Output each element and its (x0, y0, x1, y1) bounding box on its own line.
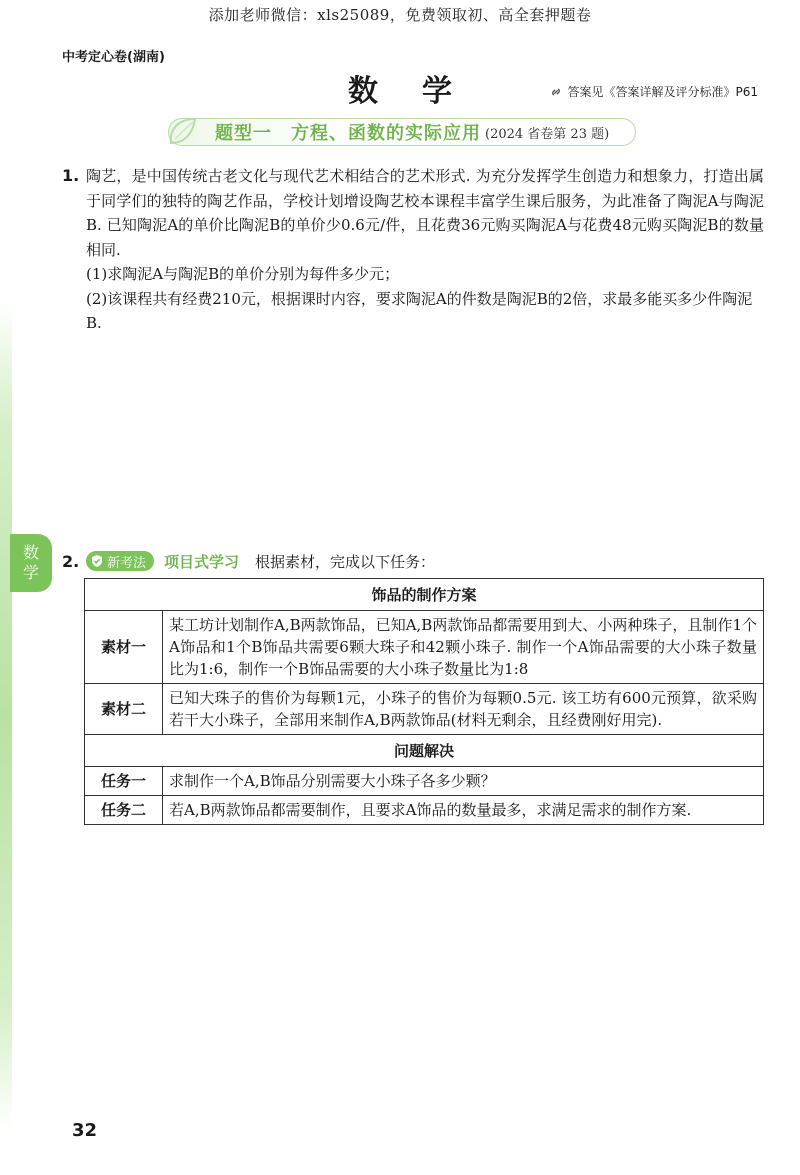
question-intro: 根据素材，完成以下任务： (255, 552, 436, 571)
row-content: 求制作一个A,B饰品分别需要大小珠子各多少颗？ (163, 767, 764, 796)
row-label: 任务一 (85, 767, 163, 796)
table-row (85, 796, 764, 825)
row-content: 若A,B两款饰品都需要制作，且要求A饰品的数量最多，求满足需求的制作方案. (163, 796, 764, 825)
table-row (85, 579, 764, 611)
leaf-decoration-icon (165, 113, 205, 151)
row-label: 任务二 (85, 796, 163, 825)
section-note: (2024 省卷第 23 题) (485, 126, 610, 142)
section-banner (168, 118, 636, 146)
link-icon (549, 85, 563, 99)
question-body: 陶艺，是中国传统古老文化与现代艺术相结合的艺术形式. 为充分发挥学生创造力和想象力，打造出属于同学们的独特的陶艺作品，学校计划增设陶艺校本课程丰富学生课后服务，为此准备了陶泥A与陶泥B. 已知陶泥A的单价比陶泥B的单价少0.6元/件，且花费36元购买陶泥A与花费48元购买陶泥B的数量相同. (86, 167, 764, 259)
answer-reference (549, 83, 758, 100)
table-section-title: 问题解决 (85, 735, 764, 767)
table-row (85, 684, 764, 735)
question-number: 2. (62, 551, 80, 571)
section-title: 题型一 方程、函数的实际应用 (215, 123, 481, 144)
table-title: 饰品的制作方案 (85, 579, 764, 611)
question-1 (62, 164, 764, 336)
watermark-text: 添加老师微信：xls25089，免费领取初、高全套押题卷 (208, 6, 592, 24)
table-row (85, 767, 764, 796)
table-row (85, 611, 764, 684)
answer-reference-text: 答案见《答案详解及评分标准》P61 (567, 85, 758, 99)
shield-check-icon (90, 554, 104, 568)
subject-side-tab (10, 534, 52, 592)
question-subpart: (1)求陶泥A与陶泥B的单价分别为每件多少元； (86, 265, 400, 283)
new-method-badge (86, 551, 154, 571)
question-subpart: (2)该课程共有经费210元，根据课时内容，要求陶泥A的件数是陶泥B的2倍，求最多能买多少件陶泥B. (86, 289, 753, 332)
subject-title: 数学 (348, 74, 496, 109)
row-content: 某工坊计划制作A,B两款饰品，已知A,B两款饰品都需要用到大、小两种珠子，且制作1个A饰品和1个B饰品共需要6颗大珠子和42颗小珠子. 制作一个A饰品需要的大小珠子数量比为1:6，制作一个B饰品需要的大小珠子数量比为1:8 (163, 611, 764, 684)
production-plan-table (84, 578, 764, 825)
question-tag: 项目式学习 (164, 552, 240, 571)
series-title: 中考定心卷(湖南) (62, 50, 165, 65)
side-decoration-bar (0, 300, 12, 1130)
side-tab-char: 数 (22, 543, 39, 562)
row-label: 素材二 (85, 684, 163, 735)
badge-label: 新考法 (107, 555, 147, 571)
question-2-header (62, 550, 764, 572)
row-label: 素材一 (85, 611, 163, 684)
side-tab-char: 学 (22, 563, 39, 582)
page-number: 32 (72, 1120, 98, 1141)
question-number: 1. (62, 166, 80, 185)
row-content: 已知大珠子的售价为每颗1元，小珠子的售价为每颗0.5元. 该工坊有600元预算，欲采购若干大小珠子，全部用来制作A,B两款饰品(材料无剩余，且经费刚好用完). (163, 684, 764, 735)
question-2 (62, 550, 764, 572)
table-row (85, 735, 764, 767)
